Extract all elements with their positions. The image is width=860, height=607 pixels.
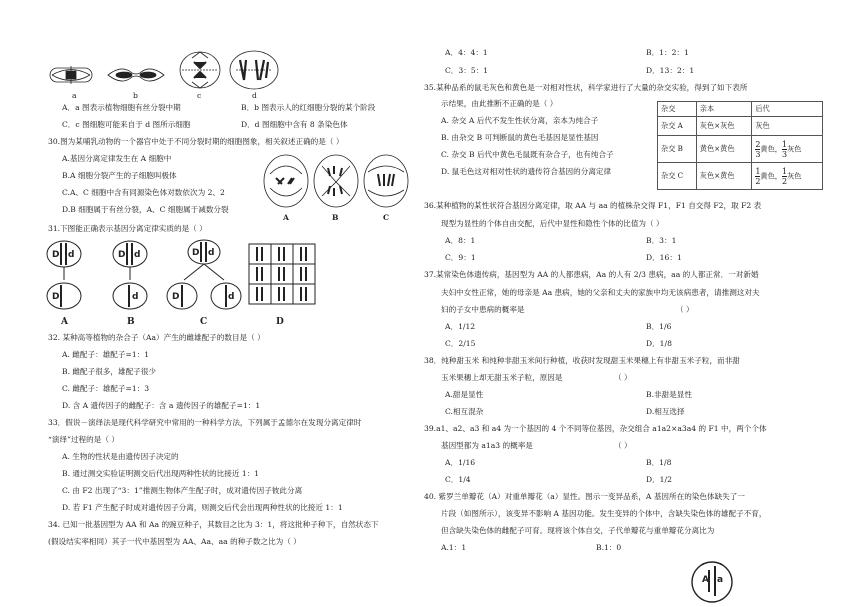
offspring-text: 灰色	[787, 171, 802, 180]
table-cell-cross: 杂交 B	[658, 136, 697, 163]
q36-option-d: D．16：1	[646, 253, 682, 262]
cell-a-image	[50, 66, 92, 84]
table-cell-offspring	[752, 163, 823, 190]
q30-cell-a	[264, 155, 308, 207]
q35-option-c: C. 杂交 B 后代中黄色毛鼠既有杂合子，也有纯合子	[441, 150, 614, 159]
q37-paren: （ ）	[676, 305, 694, 314]
q39-paren: （ ）	[614, 441, 632, 450]
q40-stem-line1: 40. 紫罗兰单瓣花（A）对重单瓣花（a）显性。图示一变异品系，A 基因所在的染色体缺失了一	[424, 492, 745, 501]
q40-stem-line2: 片段（如图所示），该变异不影响 A 基因功能。发生变异的个体中，含缺失染色体的雄配子不育，	[441, 509, 767, 518]
q32-option-d: D. 含 A 遗传因子的雌配子：含 a 遗传因子的雄配子=1：1	[62, 401, 261, 410]
svg-text:D: D	[118, 250, 126, 260]
table-cell-cross: 杂交 A	[658, 117, 697, 136]
table-row	[658, 163, 823, 190]
q40-option-a: A.1：1	[441, 543, 467, 552]
table-cell-offspring	[752, 136, 823, 163]
fig-label-a: a	[72, 91, 77, 100]
q36-option-b: B．3：1	[646, 236, 677, 245]
table-header-cross: 杂交	[658, 102, 697, 117]
denominator: 3	[755, 149, 761, 159]
q39-stem-line2: 基因型都为 a1a3 的概率是	[441, 441, 533, 450]
q37-stem-line2: 夫妇中女性正常，她的母亲是 Aa 患病，她的父亲和丈夫的家族中均无该病患者，请推测这对夫	[441, 288, 760, 297]
q34-option-c: C．3：5：1	[445, 66, 489, 75]
q38-option-a: A.甜是显性	[445, 390, 484, 399]
svg-text:d: d	[68, 250, 75, 260]
q38-stem-line1: 38．纯种甜玉米 和纯种非甜玉米间行种植，收获时发现甜玉米果穗上有非甜玉米子粒，而非甜	[424, 356, 740, 365]
q37-option-d: D．1/8	[646, 339, 672, 348]
q35-stem-line2: 示结果，由此推断不正确的是（ ）	[441, 99, 558, 108]
q31-segregation-figure	[44, 238, 324, 316]
q35-option-a: A. 杂交 A 后代不发生性状分离，亲本为纯合子	[441, 116, 599, 125]
q34-option-d: D．13：2：1	[646, 66, 695, 75]
q30-cell-c	[364, 155, 408, 207]
q38-stem-line2: 玉米果穗上却无甜玉米子粒，原因是	[441, 373, 563, 382]
q33-option-c: C. 由 F2 出现了“3：1”推测生物体产生配子时，成对遗传因子彼此分离	[62, 486, 303, 495]
q36-option-a: A．8：1	[445, 236, 476, 245]
fig-label-c: c	[197, 91, 202, 100]
q30-fig-label-c: C	[383, 213, 390, 222]
q37-option-b: B．1/6	[646, 322, 672, 331]
cell-d-image	[230, 51, 278, 89]
numerator: 1	[782, 166, 788, 176]
q38-option-c: C.相互混杂	[445, 407, 484, 416]
table-header-parents: 亲本	[696, 102, 752, 117]
cell-b-image	[108, 69, 164, 81]
option-c: C．c 图细胞可能来自于 d 图所示细胞	[62, 120, 191, 129]
svg-text:D: D	[52, 292, 60, 302]
q33-stem-line1: 33．假说－演绎法是现代科学研究中常用的一种科学方法，下列属于孟德尔在发现分离定律时	[48, 418, 362, 427]
table-header-offspring: 后代	[752, 102, 823, 117]
q31-fig-label-d: D	[276, 317, 284, 327]
numerator: 2	[755, 139, 761, 149]
svg-text:d: d	[228, 292, 235, 302]
svg-text:D: D	[192, 248, 200, 258]
q39-stem-line1: 39.a1、a2、a3 和 a4 为一个基因的 4 个不同等位基因，杂交组合 a1a2×a3a4 的 F1 中，两个个体	[424, 424, 767, 433]
option-a: A．a 图表示植物细胞有丝分裂中期	[62, 103, 181, 112]
table-header-row	[658, 102, 823, 117]
svg-text:D: D	[52, 250, 60, 260]
svg-text:D: D	[172, 292, 180, 302]
q40-chromosome-figure	[688, 558, 736, 602]
q37-option-a: A．1/12	[445, 322, 476, 331]
q34-stem-line2: (假设结实率相同）其子一代中基因型为 AA、Aa、aa 的种子数之比为（ ）	[48, 537, 301, 546]
q30-stem: 30.图为某哺乳动物的一个器官中处于不同分裂时期的细胞图象，相关叙述正确的是（ ）	[48, 137, 344, 146]
q39-option-d: D．1/2	[646, 475, 672, 484]
q38-option-d: D.相互选择	[646, 407, 685, 416]
q30-option-b: B.A 细胞分裂产生的子细胞叫极体	[62, 171, 177, 180]
q34-option-a: A．4：4：1	[445, 48, 488, 57]
q35-stem-line1: 35.某种品系的鼠毛灰色和黄色是一对相对性状，科学家进行了大量的杂交实验，得到了如下表所	[424, 83, 748, 92]
table-cell-parents: 黄色×黄色	[696, 136, 752, 163]
q40-fig-label-a: A	[702, 575, 709, 585]
q40-option-b: B.1：0	[596, 543, 622, 552]
q35-option-b: B. 由杂交 B 可判断鼠的黄色毛基因是显性基因	[441, 133, 599, 142]
denominator: 3	[782, 149, 788, 159]
q34-stem-line1: 34. 已知一批基因型为 AA 和 Aa 的豌豆种子，其数目之比为 3：1，将这批种子种下，自然状态下	[48, 520, 379, 529]
q31-stem: 31.下图能正确表示基因分离定律实质的是（ ）	[48, 224, 207, 233]
table-cell-parents: 灰色×灰色	[696, 117, 752, 136]
offspring-text: 灰色	[787, 144, 802, 153]
table-row	[658, 136, 823, 163]
table-cell-offspring: 灰色	[752, 117, 823, 136]
q36-stem-line2: 现型为显性的个体自由交配，后代中显性和隐性个体的比值为（ ）	[441, 219, 664, 228]
q30-fig-label-b: B	[332, 213, 339, 222]
q40-fig-label-a-lower: a	[717, 575, 724, 585]
table-cell-parents: 灰色×黄色	[696, 163, 752, 190]
table-cell-cross: 杂交 C	[658, 163, 697, 190]
q37-stem-line3: 妇的子女中患病的概率是	[441, 305, 525, 314]
fig-label-d: d	[252, 91, 257, 100]
table-row	[658, 117, 823, 136]
q30-cells-figure	[262, 152, 412, 210]
q33-stem-line2: “演绎”过程的是（ ）	[48, 435, 119, 444]
q32-stem: 32. 某种高等植物的杂合子（Aa）产生的雌雄配子的数目是（ ）	[48, 333, 265, 342]
q39-option-a: A．1/16	[445, 458, 476, 467]
q38-paren: （ ）	[614, 373, 632, 382]
q33-option-a: A. 生物的性状是由遗传因子决定的	[62, 452, 179, 461]
q32-option-a: A. 雌配子：雄配子=1：1	[62, 350, 150, 359]
offspring-text: 黄色，	[760, 144, 782, 153]
q31-fig-label-b: B	[127, 317, 135, 327]
q33-option-b: B. 通过测交实验证明测交后代出现两种性状的比接近 1：1	[62, 469, 260, 478]
q31-fig-label-c: C	[200, 317, 208, 327]
q35-cross-table	[657, 101, 823, 190]
q32-option-b: B. 雌配子很多，雄配子很少	[62, 367, 156, 376]
fig-label-b: b	[133, 91, 138, 100]
q30-option-a: A.基因分离定律发生在 A 细胞中	[62, 154, 172, 163]
denominator: 2	[755, 176, 761, 186]
q35-option-d: D. 鼠毛色这对相对性状的遗传符合基因的分离定律	[441, 167, 612, 176]
q30-option-d: D.B 细胞属于有丝分裂，A、C 细胞属于减数分裂	[62, 205, 229, 214]
q30-cell-b	[314, 155, 358, 207]
numerator: 1	[755, 166, 761, 176]
cell-division-figure-abcd	[44, 46, 284, 94]
q36-stem-line1: 36.某种植物的某性状符合基因分离定律，取 AA 与 aa 的植株杂交得 F1，F1 自交得 F2，取 F2 表	[424, 201, 762, 210]
offspring-text: 黄色，	[760, 171, 782, 180]
denominator: 2	[782, 176, 788, 186]
option-b: B．b 图表示人的红细胞分裂的某个阶段	[241, 103, 376, 112]
q39-option-c: C．1/4	[445, 475, 471, 484]
q31-fig-label-a: A	[61, 317, 68, 327]
q32-option-c: C. 雌配子：雄配子=1：3	[62, 384, 150, 393]
svg-text:d: d	[208, 248, 215, 258]
q36-option-c: C．9：1	[445, 253, 476, 262]
q40-stem-line3: 但含缺失染色体的雌配子可育。现将该个体自交，子代单瓣花与重单瓣花分离比为	[441, 526, 715, 535]
q38-option-b: B.非甜是显性	[646, 390, 692, 399]
q34-option-b: B．1：2：1	[646, 48, 689, 57]
svg-text:d: d	[134, 250, 141, 260]
q37-stem-line1: 37.某常染色体遗传病，基因型为 AA 的人都患病，Aa 的人有 2/3 患病，aa 的人都正常．一对新婚	[424, 270, 759, 279]
q30-fig-label-a: A	[283, 213, 289, 222]
q37-option-c: C．2/15	[445, 339, 476, 348]
option-d: D．d 图细胞中含有 8 条染色体	[241, 120, 348, 129]
q30-option-c: C.A、C 细胞中含有同源染色体对数依次为 2、2	[62, 188, 225, 197]
q39-option-b: B．1/8	[646, 458, 672, 467]
svg-text:d: d	[132, 292, 139, 302]
q33-option-d: D. 若 F1 产生配子时成对遗传因子分离，则测交后代会出现两种性状的比接近 1：1	[62, 503, 343, 512]
numerator: 1	[782, 139, 788, 149]
cell-c-image	[180, 52, 220, 88]
